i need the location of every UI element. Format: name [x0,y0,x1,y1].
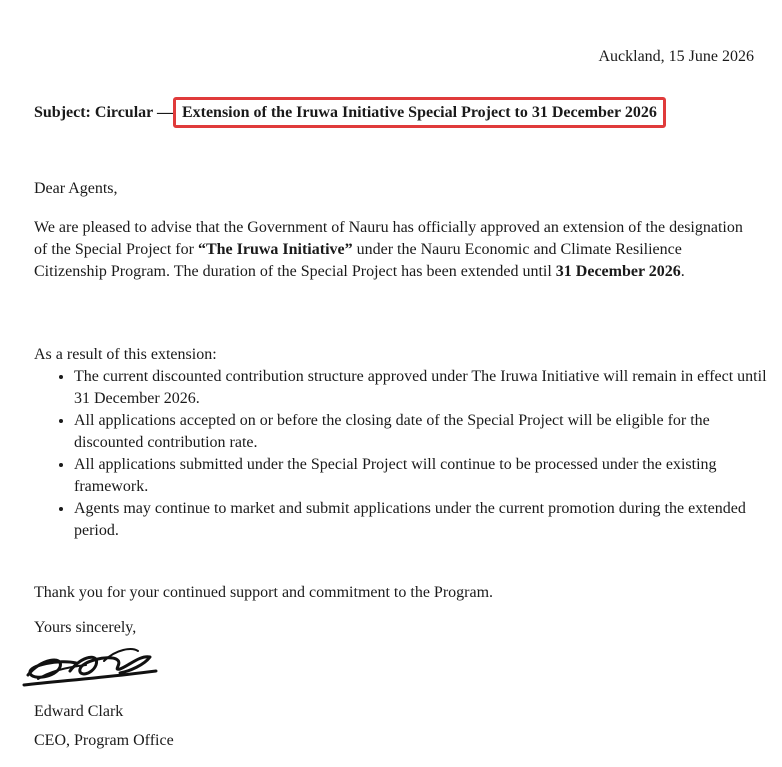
intro-text-1: We are pleased to advise that the Government of Nauru has officially approved an extension of the designation of the Special Project for [34,219,743,258]
signatory-title: CEO, Program Office [34,732,174,749]
list-item: • All applications submitted under the Special Project will continue to be processed under the existing framework. [74,454,774,498]
list-item: • All applications accepted on or before the closing date of the Special Project will be eligible for the discounted contribution rate. [74,410,774,454]
signatory-name: Edward Clark [34,703,124,720]
end-date: 31 December 2026 [555,263,681,280]
intro-text-2: under the Nauru Economic and Climate Resilience Citizenship Program. The duration of the Special Project has been extended until [34,241,682,280]
dateline: Auckland, 15 June 2026 [598,48,754,65]
salutation: Dear Agents, [34,180,118,197]
subject-prefix: Subject: Circular — [34,104,173,121]
subject-line [34,104,666,122]
project-name: “The Iruwa Initiative” [197,241,353,258]
intro-text-3: . [680,263,685,280]
signature-image [20,641,160,689]
intro-paragraph [34,217,754,283]
thanks-line: Thank you for your continued support and commitment to the Program. [34,584,494,601]
result-list [34,366,774,542]
subject-highlight: Extension of the Iruwa Initiative Special Project to 31 December 2026 [173,97,666,128]
closing-line: Yours sincerely, [34,619,137,636]
list-item: • The current discounted contribution structure approved under The Iruwa Initiative will remain in effect until 31 December 2026. [74,366,774,410]
list-item: • Agents may continue to market and submit applications under the current promotion during the extended period. [74,498,774,542]
result-intro: As a result of this extension: [34,346,217,363]
